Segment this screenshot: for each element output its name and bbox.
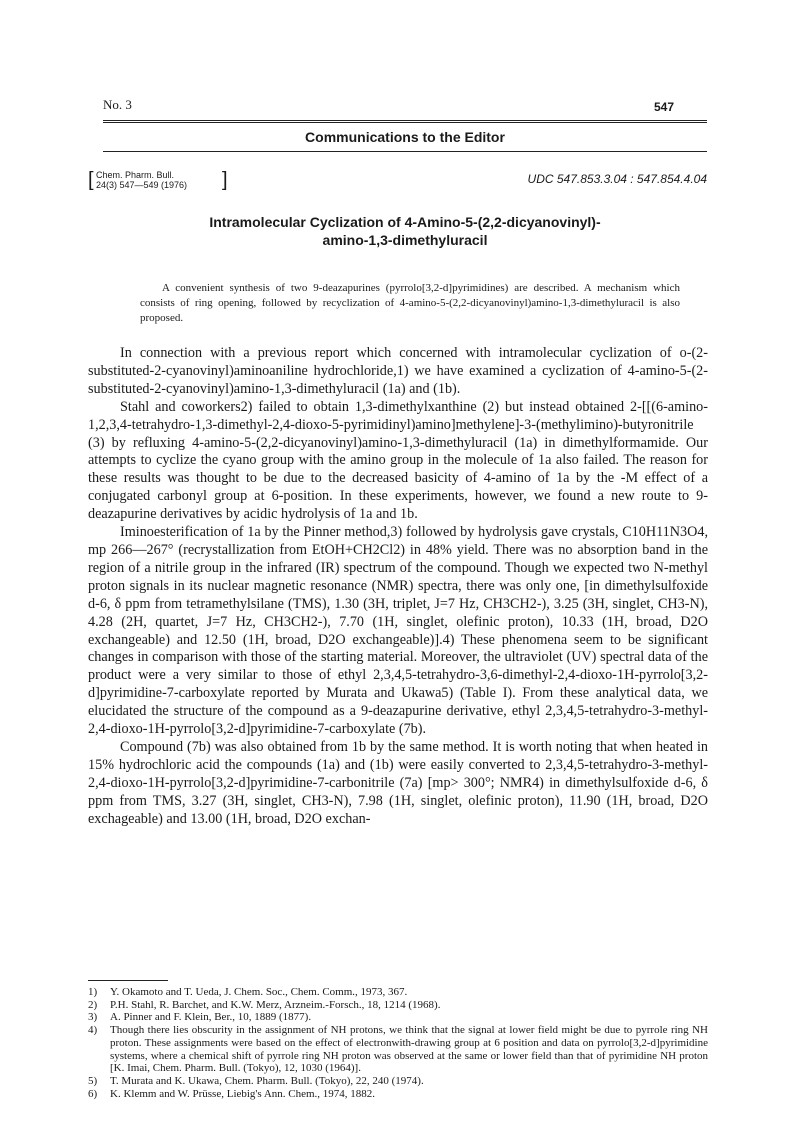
- citation-line-2: 24(3) 547—549 (1976): [96, 180, 188, 190]
- footnotes: [88, 986, 708, 1100]
- section-title: Communications to the Editor: [305, 129, 505, 145]
- footnote: [88, 1075, 708, 1088]
- issue-number: No. 3: [103, 97, 132, 112]
- section-rule: [103, 151, 707, 152]
- paragraph-3: Iminoesterification of 1a by the Pinner method,3) followed by hydrolysis gave crystals, C10H11N3O4, mp 266—267° (recrystallization from EtOH+CH2Cl2) in 48% yield. There was no absorption band in the region of a nitrile group in the infrared (IR) spectrum of the compound. Though we expected two N-methyl proton signals in its nuclear magnetic resonance (NMR) spectra, there was only one, [in dimethylsulfoxide d-6, δ ppm from tetramethylsilane (TMS), 1.30 (3H, triplet, J=7 Hz, CH3CH2-), 3.25 (3H, singlet, CH3-N), 4.28 (2H, quartet, J=7 Hz, CH3CH2-), 7.70 (1H, singlet, olefinic proton), 10.33 (1H, broad, D2O exchangeable) and 12.50 (1H, broad, D2O exchangeable)].4) These phenomena seem to be significant changes in comparison with those of the starting material. Moreover, the ultraviolet (UV) spectral data of the product were a very similar to those of ethyl 2,3,4,5-tetrahydro-3,6-dimethyl-2,4-dioxo-1H-pyrrolo[3,2-d]pyrimidine-7-carboxylate reported by Murata and Ukawa5) (Table I). From these analytical data, we elucidated the structure of the compound as a 9-deazapurine derivative, ethyl 2,3,4,5-tetrahydro-3-methyl-2,4-dioxo-1H-pyrrolo[3,2-d]pyrimidine-7-carboxylate (7b).: [88, 524, 708, 738]
- footnote-number: 1): [88, 986, 98, 998]
- left-bracket: [: [88, 169, 94, 191]
- article-body: [88, 345, 708, 828]
- journal-citation: [88, 169, 228, 191]
- footnote-number: 5): [88, 1074, 98, 1087]
- udc-code: UDC 547.853.3.04 : 547.854.4.04: [527, 172, 707, 186]
- paragraph-2: Stahl and coworkers2) failed to obtain 1,3-dimethylxanthine (2) but instead obtained 2-[[(6-amino-1,2,3,4-tetrahydro-1,3-dimethyl-2,4-dioxo-5-pyrimidinyl)amino]methylene]-3-(methylimino)-butyronitrile (3) by refluxing 4-amino-5-(2,2-dicyanovinyl)amino-1,3-dimethyluracil (1a) in dimethylformamide. Our attempts to cyclize the cyano group with the amino group in the molecule of 1a also failed. The reason for these results was thought to be due to the decreased basicity of 4-amino of 1a by the -M effect of a conjugated carbonyl group at 6-position. In these experiments, however, we found a new route to 9-deazapurine derivatives by acidic hydrolysis of 1a and 1b.: [88, 398, 708, 523]
- abstract: A convenient synthesis of two 9-deazapurines (pyrrolo[3,2-d]pyrimidines) are described. A mechanism which consists of ring opening, followed by recyclization of 4-amino-5-(2,2-dicyanovinyl)amino-1,3-dimethyluracil is also proposed.: [140, 282, 680, 324]
- footnote-number: 6): [88, 1087, 98, 1100]
- right-bracket: ]: [222, 169, 228, 191]
- footnote-number: 2): [88, 998, 98, 1011]
- header-rule-2: [103, 122, 707, 123]
- paragraph-4: Compound (7b) was also obtained from 1b by the same method. It is worth noting that when heated in 15% hydrochloric acid the compounds (1a) and (1b) were easily converted to 2,3,4,5-tetrahydro-3-methyl-2,4-dioxo-1H-pyrrolo[3,2-d]pyrimidine-7-carbonitrile (7a) [mp> 300°; NMR4) in dimethylsulfoxide d-6, δ ppm from TMS, 3.27 (3H, singlet, CH3-N), 7.98 (1H, singlet, olefinic proton), 11.90 (1H, broad, D2O exchageable) and 13.00 (1H, broad, D2O exchan-: [88, 738, 708, 827]
- footnote-number: 4): [88, 1024, 98, 1037]
- footnote: [88, 999, 708, 1012]
- paragraph-1: In connection with a previous report which concerned with intramolecular cyclization of o-(2-substituted-2-cyanovinyl)aminoaniline hydrochloride,1) we have examined a cyclization of 4-amino-5-(2-substituted-2-cyanovinyl)amino-1,3-dimethyluracil (1a) and (1b).: [88, 345, 708, 397]
- footnote: [88, 986, 708, 999]
- footnote: [88, 1024, 708, 1075]
- footnote-rule: [88, 980, 168, 981]
- title-line-2: amino-1,3-dimethyluracil: [322, 232, 488, 248]
- page-number: 547: [654, 100, 675, 114]
- footnote: [88, 1088, 708, 1101]
- footnote-text: A. Pinner and F. Klein, Ber., 10, 1889 (1877).: [110, 1011, 312, 1024]
- footnote-text: P.H. Stahl, R. Barchet, and K.W. Merz, Arzneim.-Forsch., 18, 1214 (1968).: [110, 998, 441, 1011]
- citation-line-1: Chem. Pharm. Bull.: [96, 170, 175, 180]
- title-line-1: Intramolecular Cyclization of 4-Amino-5-(2,2-dicyanovinyl)-: [209, 214, 601, 230]
- footnote-text: T. Murata and K. Ukawa, Chem. Pharm. Bull. (Tokyo), 22, 240 (1974).: [110, 1074, 424, 1087]
- article-title: [103, 213, 707, 249]
- footnote: [88, 1011, 708, 1024]
- footnote-text: K. Klemm and W. Prüsse, Liebig's Ann. Chem., 1974, 1882.: [110, 1087, 376, 1100]
- footnote-text: Y. Okamoto and T. Ueda, J. Chem. Soc., Chem. Comm., 1973, 367.: [110, 986, 408, 998]
- footnote-number: 3): [88, 1011, 98, 1024]
- footnote-text: Though there lies obscurity in the assignment of NH protons, we think that the signal at lower field might be due to pyrrole ring NH proton. These assignments were based on the effect of electronwith-drawing group at 6 position and data on pyrrolo[3,2-d]pyrimidine systems, where a chemical shift of pyrrole ring NH proton was observed at the same or lower field than that of pyrimidine NH proton [K. Imai, Chem. Pharm. Bull. (Tokyo), 12, 1030 (1964)].: [110, 1024, 708, 1075]
- header-rule: [103, 120, 707, 121]
